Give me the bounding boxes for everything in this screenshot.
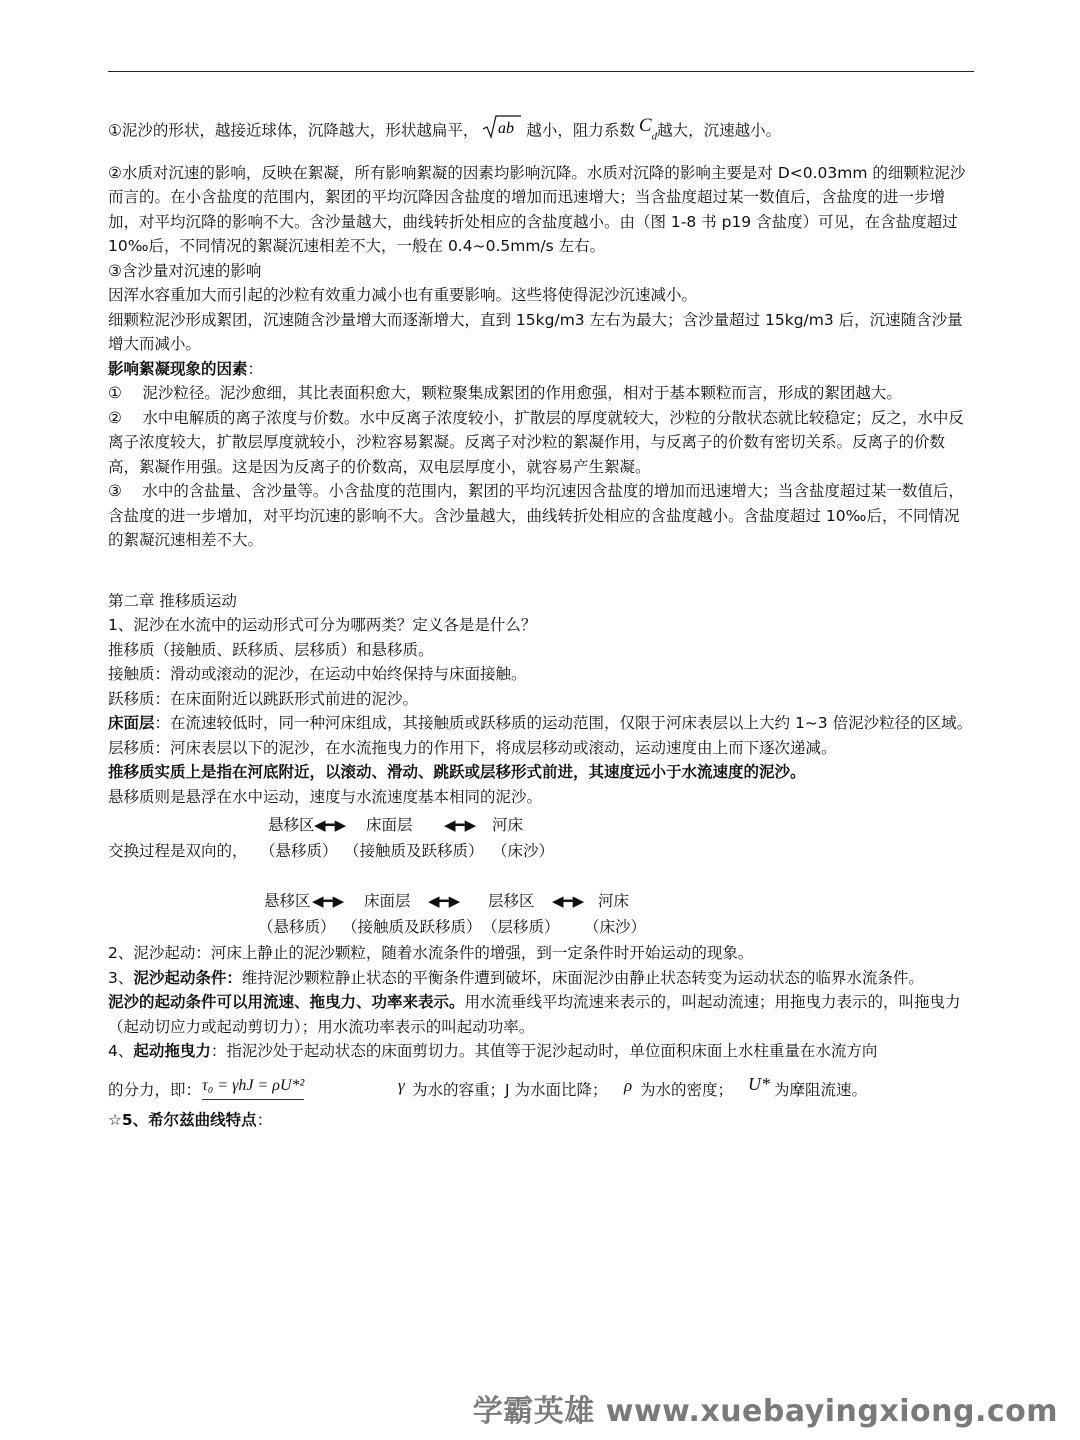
- watermark: 学霸英雄 www.xuebayingxiong.com: [472, 1394, 1058, 1429]
- zone-riverbed: 河床: [492, 816, 524, 835]
- text: 用水流垂线平均流速来表示的，叫起动流速；用拖曳力表示的，叫拖曳力（起动切应力或起动剪切力）；用水流功率表示的叫起动功率。: [108, 993, 961, 1036]
- text: ：指泥沙处于起动状态的床面剪切力。其值等于泥沙起动时，单位面积床面上水柱重量在水流方向: [210, 1042, 878, 1061]
- exchange-diagram-2-types: [108, 915, 974, 941]
- double-arrow-icon: ◀━▶: [428, 892, 461, 911]
- text: 4、: [108, 1042, 134, 1061]
- factor-salinity: ③ 水中的含盐量、含沙量等。小含盐度的范围内，絮团的平均沉速因含盐度的增加而迅速增大；当含盐度超过某一数值后，含盐度的进一步增加，对平均沉速的影响不大。含沙量越大，曲线转折处相应的含盐度越小。含盐度超过 10‰后，不同情况的絮凝沉速相差不大。: [108, 482, 964, 550]
- definition-sheet-flow: 层移质：河床表层以下的泥沙，在水流拖曳力的作用下，将成层移动或滚动，运动速度由上而下逐次递减。: [108, 738, 837, 757]
- double-arrow-icon: ◀━▶: [314, 816, 347, 835]
- incipient-conditions: [108, 990, 974, 1039]
- definition-suspended-load: 悬移质则是悬浮在水中运动，速度与水流速度基本相同的泥沙。: [108, 787, 543, 806]
- type-contact-saltation: （接触质及跃移质）: [342, 918, 482, 937]
- text: 的分力，即：: [108, 1080, 202, 1099]
- text: 为水的密度；: [640, 1080, 734, 1099]
- zone-sheet-flow: 层移区: [488, 892, 535, 911]
- paragraph-fine-particles: 细颗粒泥沙形成絮团，沉速随含沙量增大而逐渐增大，直到 15kg/m3 左右为最大；含沙量超过 15kg/m3 后，沉速随含沙量增大而减小。: [108, 310, 963, 354]
- gamma-symbol: γ: [398, 1075, 405, 1095]
- definition-bedload: 推移质实质上是指在河底附近，以滚动、滑动、跳跃或层移形式前进，其速度远小于水流速度的泥沙。: [108, 763, 806, 782]
- exchange-intro: 交换过程是双向的，: [108, 842, 248, 861]
- type-contact-saltation: （接触质及跃移质）: [344, 842, 484, 861]
- text: ①泥沙的形状，越接近球体，沉降越大，形状越扁平，: [108, 121, 479, 140]
- bold-term: 起动拖曳力: [133, 1042, 211, 1061]
- text: ：: [247, 359, 264, 378]
- question-5: [108, 1108, 974, 1133]
- bold-term: 床面层: [108, 714, 155, 733]
- heading-sediment-concentration: ③含沙量对沉速的影响: [108, 261, 262, 280]
- definition-contact-load: 接触质：滑动或滚动的泥沙，在运动中始终保持与床面接触。: [108, 665, 527, 684]
- text: 维持泥沙颗粒静止状态的平衡条件遭到破坏，床面泥沙由静止状态转变为运动状态的临界水流条件。: [241, 968, 924, 987]
- double-arrow-icon: ◀━▶: [552, 892, 585, 911]
- factor-electrolyte: ② 水中电解质的离子浓度与价数。水中反离子浓度较小，扩散层的厚度就较大，沙粒的分散状态就比较稳定；反之，水中反离子浓度较大，扩散层厚度就较小，沙粒容易絮凝。反离子对沙粒的絮凝作用，与反离子的价数有密切关系。反离子的价数高，絮凝作用强。这是因为反离子的价数高，双电层厚度小，就容易产生絮凝。: [108, 408, 964, 476]
- bold-term: 泥沙起动条件：: [133, 968, 242, 987]
- type-suspended: （悬移质）: [260, 842, 338, 861]
- answer-1: 推移质（接触质、跃移质、层移质）和悬移质。: [108, 640, 434, 659]
- bold-term: 影响絮凝现象的因素: [108, 359, 248, 378]
- exchange-diagram-1-zones: [108, 813, 974, 839]
- factor-grain-size: ① 泥沙粒径。泥沙愈细，其比表面积愈大，颗粒聚集成絮团的作用愈强，相对于基本颗粒而言，形成的絮团越大。: [108, 384, 902, 403]
- shear-stress-formula-line: [108, 1072, 974, 1102]
- question-3: [108, 966, 974, 991]
- bold-term: 泥沙的起动条件可以用流速、拖曳力、功率来表示。: [108, 993, 465, 1012]
- type-suspended: （悬移质）: [258, 918, 336, 937]
- drag-coefficient-subscript: d: [651, 130, 658, 143]
- exchange-diagram-2-zones: [108, 889, 974, 915]
- friction-velocity-symbol: U*: [748, 1073, 770, 1094]
- zone-bed-layer: 床面层: [366, 816, 413, 835]
- drag-coefficient-symbol: C: [638, 115, 652, 137]
- zone-riverbed: 河床: [598, 892, 630, 911]
- text: ：: [256, 1110, 273, 1129]
- paragraph-shape-effect: [108, 114, 974, 149]
- paragraph-muddy-water: 因浑水容重加大而引起的沙粒有效重力减小也有重要影响。这些将使得泥沙沉速减小。: [108, 286, 698, 305]
- question-4: [108, 1039, 974, 1064]
- heading-flocculation-factors: [108, 357, 974, 382]
- type-sheet-flow: （层移质）: [482, 918, 560, 937]
- double-arrow-icon: ◀━▶: [312, 892, 345, 911]
- text: 为水的容重；J 为水面比降；: [412, 1080, 608, 1099]
- double-arrow-icon: ◀━▶: [444, 816, 477, 835]
- definition-saltation-load: 跃移质：在床面附近以跳跃形式前进的泥沙。: [108, 689, 419, 708]
- zone-suspended: 悬移区: [264, 892, 311, 911]
- question-1: 1、泥沙在水流中的运动形式可分为哪两类？定义各是是什么？: [108, 616, 537, 635]
- shear-stress-formula: τ₀ = γhJ = ρU*²: [202, 1074, 304, 1101]
- text: 为摩阻流速。: [774, 1080, 868, 1099]
- zone-bed-layer: 床面层: [364, 892, 411, 911]
- text: 越大，沉速越小。: [657, 121, 782, 140]
- zone-suspended: 悬移区: [268, 816, 315, 835]
- type-bed-material: （床沙）: [584, 918, 647, 937]
- sqrt-ab-text: ab: [498, 120, 515, 137]
- header-rule: [108, 71, 974, 72]
- type-bed-material: （床沙）: [492, 842, 555, 861]
- rho-symbol: ρ: [624, 1075, 633, 1095]
- definition-bed-layer: [108, 711, 974, 736]
- chapter-heading: 第二章 推移质运动: [108, 591, 237, 610]
- question-2: 2、泥沙起动：河床上静止的泥沙颗粒，随着水流条件的增强，到一定条件时开始运动的现象。: [108, 944, 754, 963]
- text: 越小，阻力系数: [526, 121, 635, 140]
- bold-term: ☆5、希尔兹曲线特点: [108, 1110, 257, 1129]
- text: 3、: [108, 968, 134, 987]
- exchange-diagram-1-types: [108, 839, 974, 865]
- document-body: [108, 108, 974, 1132]
- text: ：在流速较低时，同一种河床组成，其接触质或跃移质的运动范围，仅限于河床表层以上大约 1~3 倍泥沙粒径的区域。: [154, 714, 973, 733]
- sqrt-ab-formula: [482, 114, 522, 148]
- paragraph-water-quality: ②水质对沉速的影响，反映在絮凝，所有影响絮凝的因素均影响沉降。水质对沉降的影响主要是对 D<0.03mm 的细颗粒泥沙而言的。在小含盐度的范围内，絮团的平均沉降因含盐度的增加而迅速增大；当含盐度超过某一数值后，含盐度的进一步增加，对平均沉降的影响不大。含沙量越大，曲线转折处相应的含盐度越小。由（图 1-8 书 p19 含盐度）可见，在含盐度超过 10‰后，不同情况的絮凝沉速相差不大，一般在 0.4~0.5mm/s 左右。: [108, 163, 966, 256]
